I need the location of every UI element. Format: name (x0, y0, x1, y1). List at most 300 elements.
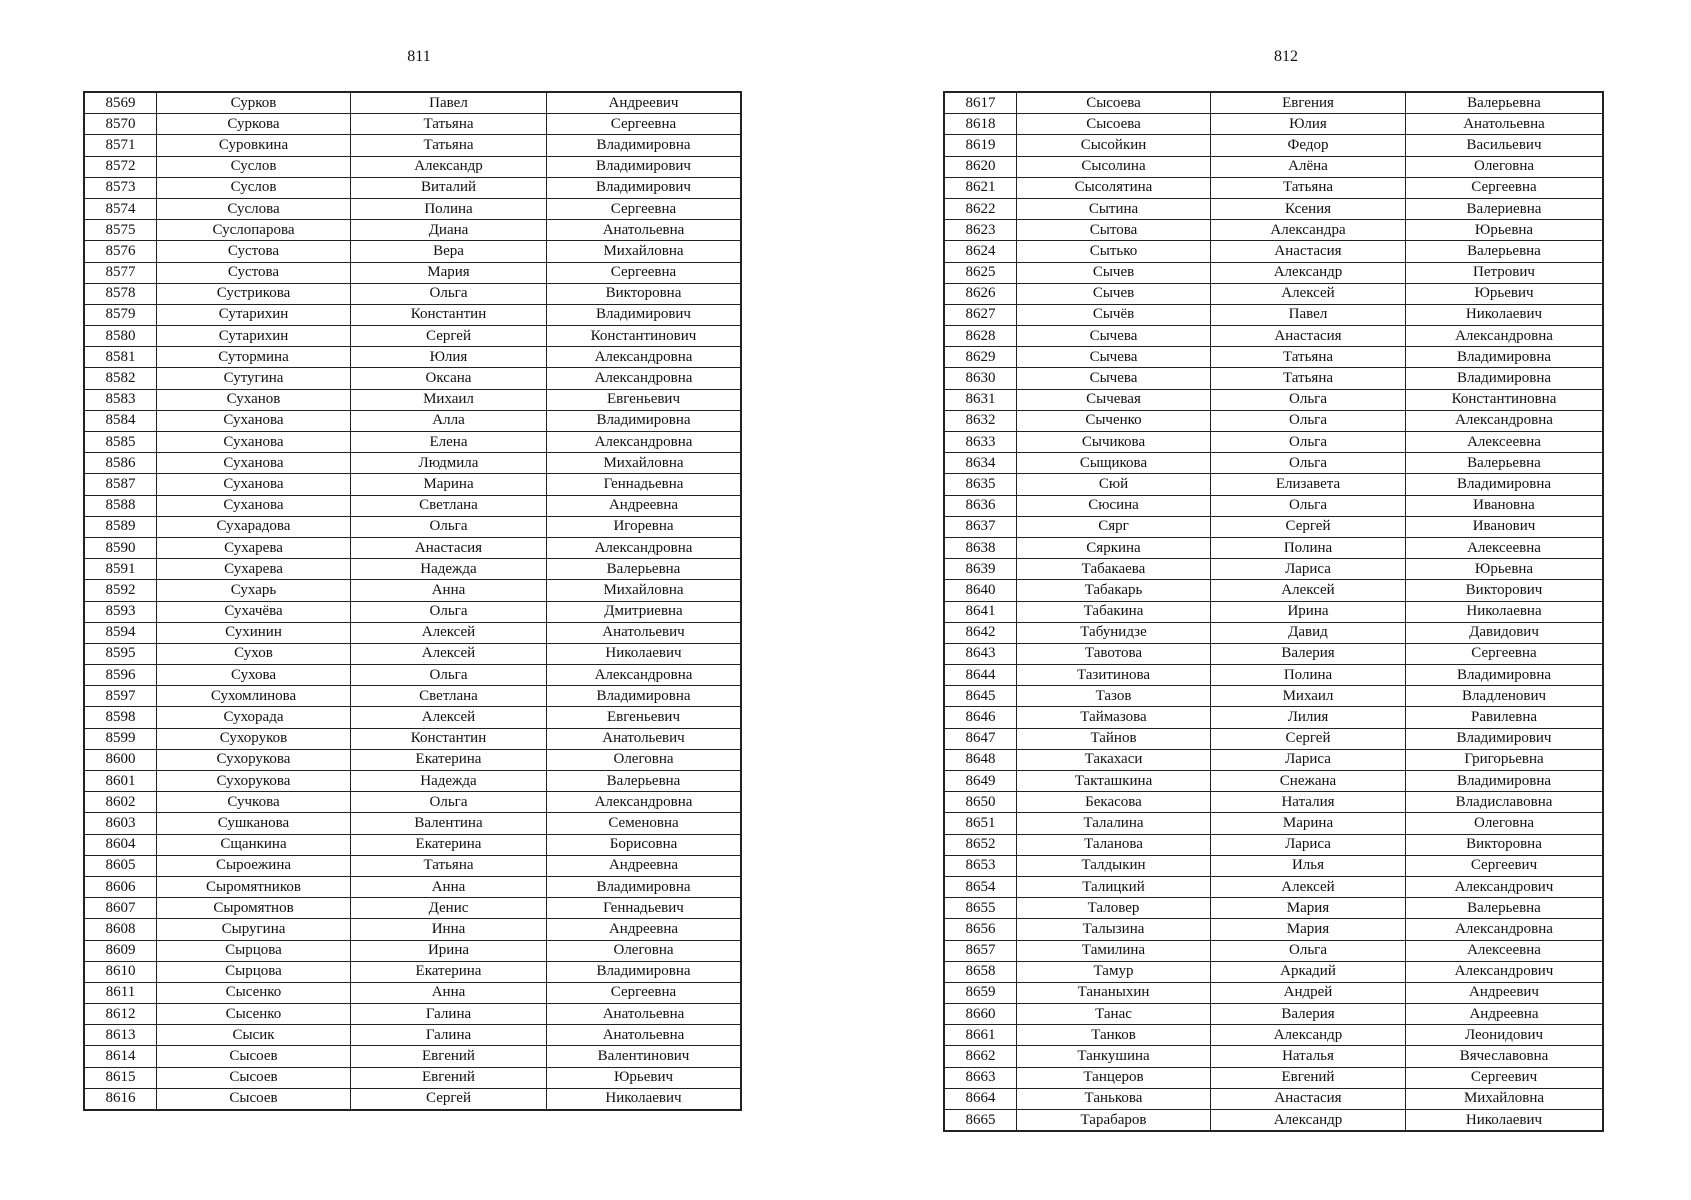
patronymic-cell: Евгеньевич (547, 389, 741, 410)
first-name-cell: Виталий (351, 177, 547, 198)
row-number-cell: 8643 (945, 643, 1017, 664)
surname-cell: Сырцова (157, 940, 351, 961)
table-row (945, 474, 1603, 495)
row-number-cell: 8579 (85, 304, 157, 325)
surname-cell: Сысоева (1017, 93, 1211, 114)
table-row (85, 898, 741, 919)
roster-table-right (944, 92, 1603, 1131)
surname-cell: Сычева (1017, 326, 1211, 347)
patronymic-cell: Валентинович (547, 1046, 741, 1067)
patronymic-cell: Владимировна (547, 135, 741, 156)
row-number-cell: 8657 (945, 940, 1017, 961)
surname-cell: Сысоев (157, 1067, 351, 1088)
surname-cell: Сухоруков (157, 728, 351, 749)
table-row (85, 1088, 741, 1109)
table-row (945, 283, 1603, 304)
patronymic-cell: Анатольевна (547, 220, 741, 241)
table-row (945, 686, 1603, 707)
table-row (85, 855, 741, 876)
table-row (945, 961, 1603, 982)
table-row (945, 919, 1603, 940)
patronymic-cell: Владимирович (1406, 728, 1603, 749)
table-row (85, 559, 741, 580)
first-name-cell: Екатерина (351, 961, 547, 982)
patronymic-cell: Александровна (547, 432, 741, 453)
first-name-cell: Александра (1211, 220, 1406, 241)
surname-cell: Сыроежина (157, 855, 351, 876)
surname-cell: Танцеров (1017, 1067, 1211, 1088)
page-number-right: 812 (1274, 48, 1298, 65)
table-row (85, 707, 741, 728)
surname-cell: Суслов (157, 156, 351, 177)
row-number-cell: 8576 (85, 241, 157, 262)
patronymic-cell: Валерьевна (1406, 93, 1603, 114)
surname-cell: Талалина (1017, 813, 1211, 834)
first-name-cell: Лариса (1211, 834, 1406, 855)
surname-cell: Сяркина (1017, 537, 1211, 558)
row-number-cell: 8630 (945, 368, 1017, 389)
surname-cell: Суханова (157, 495, 351, 516)
first-name-cell: Валерия (1211, 1004, 1406, 1025)
row-number-cell: 8583 (85, 389, 157, 410)
row-number-cell: 8615 (85, 1067, 157, 1088)
patronymic-cell: Константиновна (1406, 389, 1603, 410)
table-row (85, 432, 741, 453)
first-name-cell: Галина (351, 1025, 547, 1046)
table-row (85, 1046, 741, 1067)
patronymic-cell: Алексеевна (1406, 940, 1603, 961)
table-row (945, 876, 1603, 897)
roster-table-left (84, 92, 741, 1110)
table-row (85, 304, 741, 325)
row-number-cell: 8609 (85, 940, 157, 961)
first-name-cell: Ольга (1211, 389, 1406, 410)
first-name-cell: Светлана (351, 495, 547, 516)
surname-cell: Сухарева (157, 559, 351, 580)
table-row (85, 516, 741, 537)
table-row (945, 559, 1603, 580)
surname-cell: Суханова (157, 432, 351, 453)
patronymic-cell: Анатольевич (547, 728, 741, 749)
surname-cell: Сысик (157, 1025, 351, 1046)
first-name-cell: Ольга (1211, 495, 1406, 516)
row-number-cell: 8650 (945, 792, 1017, 813)
first-name-cell: Анастасия (1211, 326, 1406, 347)
first-name-cell: Ирина (351, 940, 547, 961)
row-number-cell: 8658 (945, 961, 1017, 982)
row-number-cell: 8649 (945, 771, 1017, 792)
row-number-cell: 8598 (85, 707, 157, 728)
surname-cell: Сысоев (157, 1088, 351, 1109)
surname-cell: Сычева (1017, 347, 1211, 368)
patronymic-cell: Алексеевна (1406, 537, 1603, 558)
surname-cell: Сысенко (157, 1004, 351, 1025)
table-row (85, 156, 741, 177)
row-number-cell: 8628 (945, 326, 1017, 347)
first-name-cell: Галина (351, 1004, 547, 1025)
patronymic-cell: Николаевич (1406, 304, 1603, 325)
patronymic-cell: Андреевна (547, 495, 741, 516)
first-name-cell: Павел (1211, 304, 1406, 325)
surname-cell: Сыругина (157, 919, 351, 940)
table-row (85, 347, 741, 368)
patronymic-cell: Валерьевна (547, 771, 741, 792)
row-number-cell: 8580 (85, 326, 157, 347)
table-row (945, 389, 1603, 410)
table-row (85, 283, 741, 304)
patronymic-cell: Андреевич (547, 93, 741, 114)
row-number-cell: 8587 (85, 474, 157, 495)
surname-cell: Суслова (157, 198, 351, 219)
surname-cell: Сухомлинова (157, 686, 351, 707)
row-number-cell: 8647 (945, 728, 1017, 749)
row-number-cell: 8646 (945, 707, 1017, 728)
table-row (945, 982, 1603, 1003)
table-row (945, 1088, 1603, 1109)
table-row (85, 686, 741, 707)
table-row (945, 855, 1603, 876)
surname-cell: Сысоев (157, 1046, 351, 1067)
row-number-cell: 8661 (945, 1025, 1017, 1046)
patronymic-cell: Геннадьевна (547, 474, 741, 495)
first-name-cell: Юлия (351, 347, 547, 368)
patronymic-cell: Николаевна (1406, 601, 1603, 622)
patronymic-cell: Михайловна (547, 580, 741, 601)
first-name-cell: Татьяна (351, 855, 547, 876)
patronymic-cell: Константинович (547, 326, 741, 347)
patronymic-cell: Владимирович (547, 156, 741, 177)
first-name-cell: Татьяна (351, 114, 547, 135)
row-number-cell: 8604 (85, 834, 157, 855)
first-name-cell: Наталья (1211, 1046, 1406, 1067)
patronymic-cell: Сергеевич (1406, 855, 1603, 876)
row-number-cell: 8612 (85, 1004, 157, 1025)
surname-cell: Суркова (157, 114, 351, 135)
patronymic-cell: Юрьевна (1406, 559, 1603, 580)
row-number-cell: 8645 (945, 686, 1017, 707)
table-row (945, 749, 1603, 770)
first-name-cell: Константин (351, 304, 547, 325)
surname-cell: Суханов (157, 389, 351, 410)
row-number-cell: 8591 (85, 559, 157, 580)
patronymic-cell: Николаевич (1406, 1110, 1603, 1131)
first-name-cell: Евгений (351, 1067, 547, 1088)
surname-cell: Сычев (1017, 283, 1211, 304)
first-name-cell: Вера (351, 241, 547, 262)
row-number-cell: 8578 (85, 283, 157, 304)
row-number-cell: 8590 (85, 537, 157, 558)
row-number-cell: 8613 (85, 1025, 157, 1046)
first-name-cell: Федор (1211, 135, 1406, 156)
first-name-cell: Полина (1211, 537, 1406, 558)
row-number-cell: 8602 (85, 792, 157, 813)
patronymic-cell: Олеговна (1406, 156, 1603, 177)
table-row (85, 220, 741, 241)
surname-cell: Сырцова (157, 961, 351, 982)
surname-cell: Сысолятина (1017, 177, 1211, 198)
table-row (945, 368, 1603, 389)
row-number-cell: 8570 (85, 114, 157, 135)
patronymic-cell: Александровна (547, 347, 741, 368)
first-name-cell: Диана (351, 220, 547, 241)
row-number-cell: 8573 (85, 177, 157, 198)
surname-cell: Табунидзе (1017, 622, 1211, 643)
row-number-cell: 8595 (85, 643, 157, 664)
row-number-cell: 8659 (945, 982, 1017, 1003)
patronymic-cell: Николаевич (547, 1088, 741, 1109)
first-name-cell: Светлана (351, 686, 547, 707)
first-name-cell: Марина (1211, 813, 1406, 834)
table-row (945, 198, 1603, 219)
roster-table-left-body (85, 93, 741, 1110)
first-name-cell: Алексей (351, 643, 547, 664)
row-number-cell: 8653 (945, 855, 1017, 876)
table-row (85, 622, 741, 643)
row-number-cell: 8638 (945, 537, 1017, 558)
first-name-cell: Сергей (1211, 728, 1406, 749)
first-name-cell: Ирина (1211, 601, 1406, 622)
patronymic-cell: Игоревна (547, 516, 741, 537)
patronymic-cell: Валерьевна (1406, 898, 1603, 919)
first-name-cell: Елена (351, 432, 547, 453)
row-number-cell: 8574 (85, 198, 157, 219)
first-name-cell: Анастасия (1211, 241, 1406, 262)
table-row (945, 326, 1603, 347)
patronymic-cell: Владимировна (547, 876, 741, 897)
patronymic-cell: Александровна (547, 368, 741, 389)
first-name-cell: Алёна (1211, 156, 1406, 177)
table-row (945, 665, 1603, 686)
surname-cell: Талдыкин (1017, 855, 1211, 876)
row-number-cell: 8592 (85, 580, 157, 601)
patronymic-cell: Александровна (1406, 326, 1603, 347)
surname-cell: Сустрикова (157, 283, 351, 304)
surname-cell: Суслопарова (157, 220, 351, 241)
patronymic-cell: Владимировна (547, 961, 741, 982)
surname-cell: Таланова (1017, 834, 1211, 855)
row-number-cell: 8651 (945, 813, 1017, 834)
first-name-cell: Наталия (1211, 792, 1406, 813)
first-name-cell: Сергей (1211, 516, 1406, 537)
first-name-cell: Снежана (1211, 771, 1406, 792)
surname-cell: Сухорукова (157, 771, 351, 792)
table-row (945, 262, 1603, 283)
table-row (85, 1025, 741, 1046)
row-number-cell: 8663 (945, 1067, 1017, 1088)
first-name-cell: Анна (351, 580, 547, 601)
surname-cell: Сухорада (157, 707, 351, 728)
first-name-cell: Татьяна (1211, 347, 1406, 368)
patronymic-cell: Владиславовна (1406, 792, 1603, 813)
first-name-cell: Мария (1211, 919, 1406, 940)
row-number-cell: 8611 (85, 982, 157, 1003)
row-number-cell: 8617 (945, 93, 1017, 114)
row-number-cell: 8648 (945, 749, 1017, 770)
patronymic-cell: Александровна (547, 537, 741, 558)
first-name-cell: Ольга (351, 665, 547, 686)
first-name-cell: Юлия (1211, 114, 1406, 135)
table-row (945, 537, 1603, 558)
table-row (85, 580, 741, 601)
first-name-cell: Лариса (1211, 749, 1406, 770)
surname-cell: Тамилина (1017, 940, 1211, 961)
row-number-cell: 8662 (945, 1046, 1017, 1067)
first-name-cell: Александр (351, 156, 547, 177)
patronymic-cell: Александровна (1406, 919, 1603, 940)
first-name-cell: Анастасия (1211, 1088, 1406, 1109)
patronymic-cell: Леонидович (1406, 1025, 1603, 1046)
surname-cell: Сутормина (157, 347, 351, 368)
row-number-cell: 8606 (85, 876, 157, 897)
patronymic-cell: Валерьевна (547, 559, 741, 580)
table-row (945, 622, 1603, 643)
first-name-cell: Елизавета (1211, 474, 1406, 495)
patronymic-cell: Владимировна (547, 410, 741, 431)
table-row (945, 410, 1603, 431)
surname-cell: Сытина (1017, 198, 1211, 219)
roster-table-right-body (945, 93, 1603, 1131)
table-row (945, 898, 1603, 919)
patronymic-cell: Викторовна (1406, 834, 1603, 855)
row-number-cell: 8575 (85, 220, 157, 241)
row-number-cell: 8600 (85, 749, 157, 770)
surname-cell: Суханова (157, 453, 351, 474)
first-name-cell: Татьяна (1211, 368, 1406, 389)
surname-cell: Сычева (1017, 368, 1211, 389)
table-row (85, 601, 741, 622)
first-name-cell: Михаил (351, 389, 547, 410)
surname-cell: Сытько (1017, 241, 1211, 262)
table-row (85, 1067, 741, 1088)
table-row (945, 135, 1603, 156)
surname-cell: Сухинин (157, 622, 351, 643)
table-row (945, 834, 1603, 855)
row-number-cell: 8601 (85, 771, 157, 792)
surname-cell: Сухова (157, 665, 351, 686)
row-number-cell: 8618 (945, 114, 1017, 135)
patronymic-cell: Олеговна (547, 940, 741, 961)
table-row (945, 601, 1603, 622)
row-number-cell: 8571 (85, 135, 157, 156)
first-name-cell: Екатерина (351, 834, 547, 855)
first-name-cell: Евгений (1211, 1067, 1406, 1088)
row-number-cell: 8665 (945, 1110, 1017, 1131)
patronymic-cell: Михайловна (547, 241, 741, 262)
table-row (85, 114, 741, 135)
surname-cell: Тазов (1017, 686, 1211, 707)
surname-cell: Сысолина (1017, 156, 1211, 177)
row-number-cell: 8585 (85, 432, 157, 453)
patronymic-cell: Александровна (547, 665, 741, 686)
patronymic-cell: Николаевич (547, 643, 741, 664)
row-number-cell: 8626 (945, 283, 1017, 304)
first-name-cell: Полина (1211, 665, 1406, 686)
surname-cell: Сытова (1017, 220, 1211, 241)
row-number-cell: 8608 (85, 919, 157, 940)
row-number-cell: 8642 (945, 622, 1017, 643)
surname-cell: Тазитинова (1017, 665, 1211, 686)
surname-cell: Танькова (1017, 1088, 1211, 1109)
surname-cell: Сюй (1017, 474, 1211, 495)
surname-cell: Сысоева (1017, 114, 1211, 135)
surname-cell: Такташкина (1017, 771, 1211, 792)
patronymic-cell: Дмитриевна (547, 601, 741, 622)
first-name-cell: Мария (351, 262, 547, 283)
patronymic-cell: Юрьевич (1406, 283, 1603, 304)
row-number-cell: 8634 (945, 453, 1017, 474)
row-number-cell: 8635 (945, 474, 1017, 495)
table-row (85, 940, 741, 961)
row-number-cell: 8656 (945, 919, 1017, 940)
patronymic-cell: Владимировна (1406, 347, 1603, 368)
row-number-cell: 8603 (85, 813, 157, 834)
first-name-cell: Надежда (351, 771, 547, 792)
row-number-cell: 8582 (85, 368, 157, 389)
first-name-cell: Татьяна (351, 135, 547, 156)
first-name-cell: Татьяна (1211, 177, 1406, 198)
surname-cell: Сутарихин (157, 304, 351, 325)
patronymic-cell: Владимировна (1406, 474, 1603, 495)
table-row (85, 537, 741, 558)
table-row (85, 1004, 741, 1025)
surname-cell: Таловер (1017, 898, 1211, 919)
surname-cell: Сычев (1017, 262, 1211, 283)
first-name-cell: Евгения (1211, 93, 1406, 114)
table-row (85, 728, 741, 749)
surname-cell: Сщанкина (157, 834, 351, 855)
table-row (945, 495, 1603, 516)
table-row (945, 156, 1603, 177)
table-row (85, 771, 741, 792)
table-row (945, 728, 1603, 749)
row-number-cell: 8664 (945, 1088, 1017, 1109)
surname-cell: Тананыхин (1017, 982, 1211, 1003)
patronymic-cell: Сергеевна (547, 982, 741, 1003)
row-number-cell: 8629 (945, 347, 1017, 368)
patronymic-cell: Андреевич (1406, 982, 1603, 1003)
first-name-cell: Андрей (1211, 982, 1406, 1003)
surname-cell: Суханова (157, 474, 351, 495)
patronymic-cell: Сергеевна (1406, 643, 1603, 664)
table-row (945, 432, 1603, 453)
surname-cell: Тарабаров (1017, 1110, 1211, 1131)
surname-cell: Бекасова (1017, 792, 1211, 813)
patronymic-cell: Андреевна (547, 919, 741, 940)
patronymic-cell: Владимировна (547, 686, 741, 707)
patronymic-cell: Владимировна (1406, 771, 1603, 792)
row-number-cell: 8655 (945, 898, 1017, 919)
first-name-cell: Александр (1211, 262, 1406, 283)
row-number-cell: 8623 (945, 220, 1017, 241)
first-name-cell: Евгений (351, 1046, 547, 1067)
row-number-cell: 8588 (85, 495, 157, 516)
patronymic-cell: Давидович (1406, 622, 1603, 643)
table-row (85, 368, 741, 389)
row-number-cell: 8596 (85, 665, 157, 686)
first-name-cell: Алексей (1211, 876, 1406, 897)
table-row (945, 1067, 1603, 1088)
surname-cell: Сысенко (157, 982, 351, 1003)
first-name-cell: Алла (351, 410, 547, 431)
patronymic-cell: Сергеевна (547, 198, 741, 219)
row-number-cell: 8621 (945, 177, 1017, 198)
surname-cell: Сустова (157, 262, 351, 283)
patronymic-cell: Михайловна (547, 453, 741, 474)
first-name-cell: Алексей (351, 707, 547, 728)
table-row (945, 304, 1603, 325)
first-name-cell: Константин (351, 728, 547, 749)
table-row (85, 876, 741, 897)
